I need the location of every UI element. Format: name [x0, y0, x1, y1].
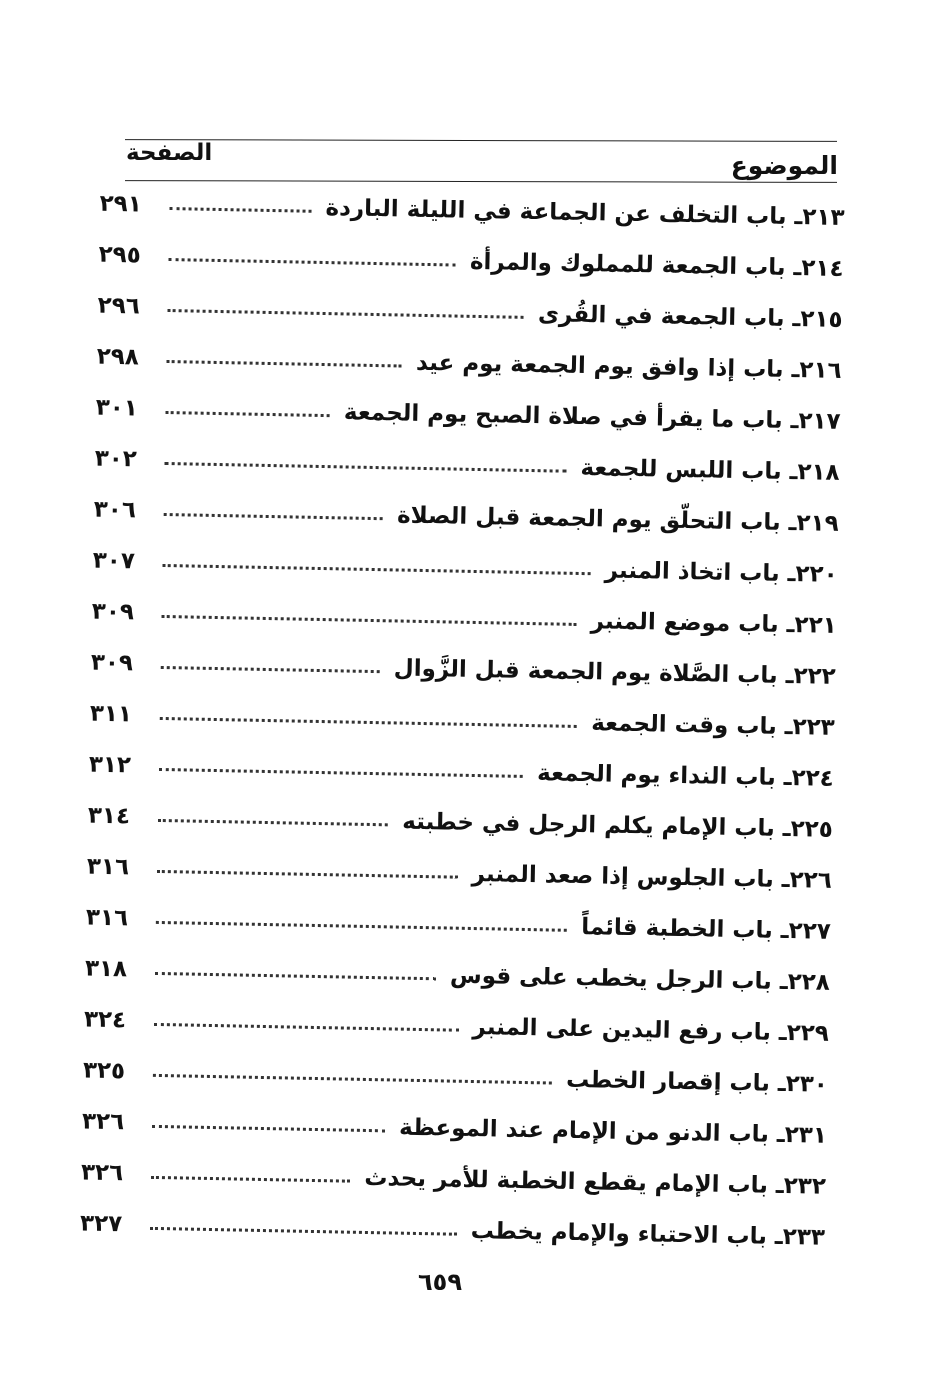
toc-entry-title: ٢٢٤ـ باب النداء يوم الجمعة [536, 759, 834, 792]
table-of-contents-list [80, 178, 845, 1263]
toc-entry-title: ٢٢٩ـ باب رفع اليدين على المنبر [472, 1013, 830, 1047]
dot-leader [158, 819, 388, 826]
dot-leader [152, 1125, 385, 1132]
toc-entry-title: ٢٢٥ـ باب الإمام يكلم الرجل في خطبته [402, 808, 834, 843]
toc-entry-page-number: ٢٩٦ [97, 292, 141, 319]
page-number: ٦٥٩ [418, 1268, 462, 1296]
toc-entry-title: ٢٢٦ـ باب الجلوس إذا صعد المنبر [471, 860, 833, 894]
toc-entry-title: ٢١٨ـ باب اللبس للجمعة [580, 454, 840, 486]
table-of-contents-header [120, 140, 842, 182]
dot-leader [160, 717, 577, 728]
toc-entry-title: ٢٢١ـ باب موضع المنبر [590, 607, 837, 639]
toc-entry-title: ٢١٧ـ باب ما يقرأ في صلاة الصبح يوم الجمعة [343, 398, 841, 435]
dot-leader [166, 411, 330, 417]
toc-entry-page-number: ٣٠٦ [93, 496, 137, 523]
toc-entry-title: ٢١٤ـ باب الجمعة للمملوك والمرأة [469, 248, 844, 282]
dot-leader [161, 666, 380, 673]
dot-leader [156, 921, 567, 932]
toc-entry-title: ٢٢٠ـ باب اتخاذ المنبر [604, 556, 838, 588]
topic-column-heading: الموضوع [730, 151, 838, 180]
toc-entry-title: ٢١٦ـ باب إذا وافق يوم الجمعة يوم عيد [415, 349, 842, 384]
toc-entry-page-number: ٣٢٦ [81, 1108, 125, 1135]
toc-entry-title: ٢١٣ـ باب التخلف عن الجماعة في الليلة الباردة [325, 194, 845, 231]
toc-entry-title: ٢٣٢ـ باب الإمام يقطع الخطبة للأمر يحدث [364, 1164, 827, 1200]
dot-leader [153, 1074, 552, 1085]
dot-leader [154, 1023, 459, 1032]
toc-entry-page-number: ٣١٦ [86, 853, 130, 880]
dot-leader [159, 768, 523, 778]
dot-leader [169, 258, 456, 267]
dot-leader [151, 1176, 350, 1183]
page-column-heading: الصفحة [126, 140, 213, 166]
toc-entry-page-number: ٣١٤ [87, 802, 131, 829]
toc-entry-page-number: ٣١٢ [88, 751, 132, 778]
dot-leader [162, 615, 577, 626]
toc-entry-page-number: ٣٠٩ [91, 598, 135, 625]
toc-entry-page-number: ٣٠٧ [92, 547, 136, 574]
toc-entry-title: ٢٢٨ـ باب الرجل يخطب على قوس [449, 962, 831, 996]
toc-entry-page-number: ٢٩٨ [96, 343, 140, 370]
toc-entry-page-number: ٣٢٥ [82, 1057, 126, 1084]
toc-entry-page-number: ٣١٨ [84, 955, 128, 982]
toc-entry-page-number: ٢٩١ [99, 190, 143, 217]
dot-leader [167, 360, 402, 368]
dot-leader [157, 870, 458, 879]
toc-entry-title: ٢٣١ـ باب الدنو من الإمام عند الموعظة [398, 1114, 828, 1149]
dot-leader [170, 207, 312, 213]
toc-entry-page-number: ٢٩٥ [98, 241, 142, 268]
toc-entry-title: ٢١٩ـ باب التحلّق يوم الجمعة قبل الصلاة [396, 501, 839, 537]
toc-entry-title: ٢١٥ـ باب الجمعة في القُرى [537, 300, 843, 333]
dot-leader [164, 513, 383, 520]
toc-entry-title: ٢٢٧ـ باب الخطبة قائماً [580, 913, 832, 945]
dot-leader [155, 972, 436, 980]
toc-entry-title: ٢٣٠ـ باب إقصار الخطب [565, 1066, 829, 1098]
toc-entry-page-number: ٣٠١ [95, 394, 139, 421]
toc-entry-page-number: ٣٢٦ [80, 1159, 124, 1186]
toc-entry-page-number: ٣٠٩ [90, 649, 134, 676]
toc-entry-page-number: ٣١١ [89, 700, 133, 727]
toc-entry-page-number: ٣٠٢ [94, 445, 138, 472]
dot-leader [168, 309, 524, 319]
toc-entry-title: ٢٢٢ـ باب الصَّلاة يوم الجمعة قبل الزَّوال [393, 654, 836, 690]
toc-entry-page-number: ٣٢٤ [83, 1006, 127, 1033]
dot-leader [163, 564, 591, 575]
toc-entry-page-number: ٣٢٧ [79, 1210, 123, 1237]
dot-leader [165, 462, 567, 473]
toc-entry-page-number: ٣١٦ [85, 904, 129, 931]
toc-entry-title: ٢٢٣ـ باب وقت الجمعة [590, 709, 835, 741]
toc-entry-title: ٢٣٣ـ باب الاحتباء والإمام يخطب [470, 1217, 826, 1251]
dot-leader [150, 1227, 457, 1236]
